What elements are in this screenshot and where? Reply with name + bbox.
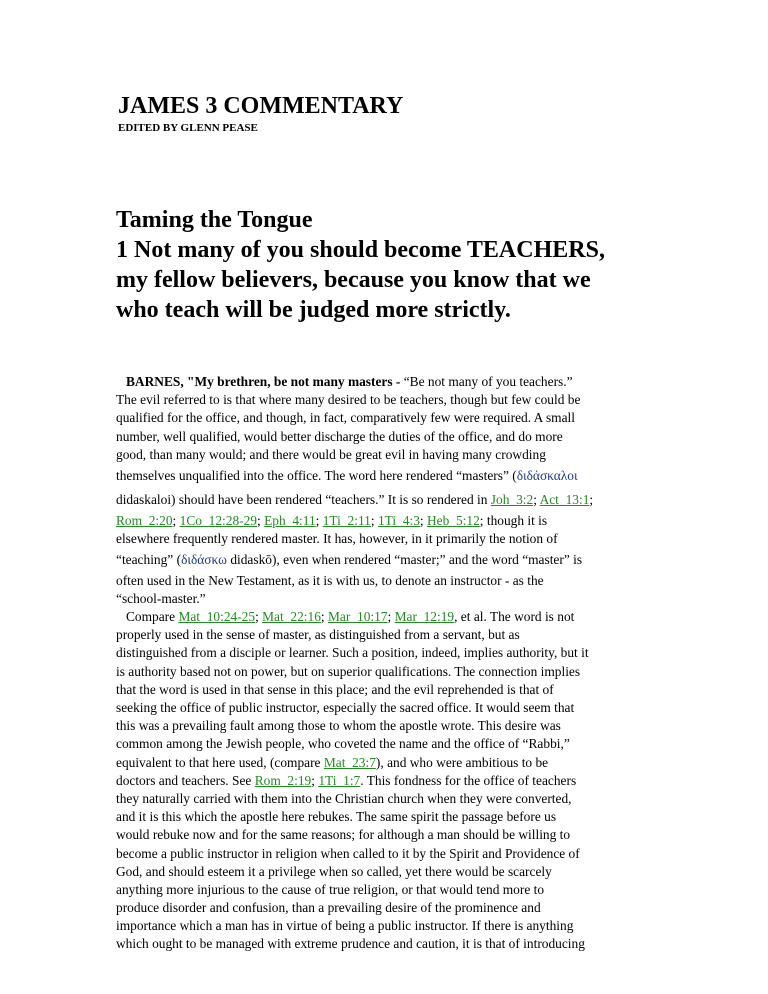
text-line: “school-master.” [116,590,206,606]
document-title: JAMES 3 COMMENTARY [118,93,404,119]
text-line: didaskaloi) should have been rendered “teachers.” It is so rendered in Joh_3:2; Act_13:1; [116,491,594,507]
text-line: common among the Jewish people, who coveted the name and the office of “Rabbi,” [116,736,570,752]
text-line: The evil referred to is that where many desired to be teachers, though but few could be [116,392,581,408]
scripture-link[interactable]: Eph_4:11 [264,512,316,528]
text-line: God, and should esteem it a privilege when so called, yet there would be scarcely [116,863,552,879]
heading-line-3: my fellow believers, because you know that we [116,267,591,293]
text-line: good, than many would; and there would be great evil in having many crowding [116,446,546,462]
barnes-lead: BARNES, "My brethren, be not many masters - [126,374,404,389]
heading-line-4: who teach will be judged more strictly. [116,297,511,323]
scripture-link[interactable]: 1Ti_2:11 [322,512,371,528]
scripture-link[interactable]: Mar_10:17 [328,609,388,625]
text-line: anything more injurious to the cause of true religion, or that would tend more to [116,881,545,897]
text-line: “teaching” (διδάσκω didaskō), even when rendered “master;” and the word “master” is [116,551,583,567]
text-line: properly used in the sense of master, as distinguished from a servant, but as [116,627,520,643]
text-line: they naturally carried with them into the Christian church when they were converted, [116,790,572,806]
scripture-link[interactable]: 1Ti_1:7 [318,772,361,788]
text-line: and it is this which the apostle here rebukes. The same spirit the passage before us [116,809,557,825]
scripture-link[interactable]: Act_13:1 [539,491,590,507]
text-line: number, well qualified, would better discharge the duties of the office, and do more [116,428,563,444]
commentary-body [116,373,656,954]
text-line: Rom_2:20; 1Co_12:28-29; Eph_4:11; 1Ti_2:11; 1Ti_4:3; Heb_5:12; though it is [116,512,548,528]
text-line: that the word is used in that sense in this place; and the evil reprehended is that of [116,681,554,697]
text-line: themselves unqualified into the office. The word here rendered “masters” (διδάσκαλοι [116,467,578,483]
scripture-link[interactable]: 1Ti_4:3 [377,512,420,528]
text-line: seeking the office of public instructor, especially the sacred office. It would seem that [116,700,575,716]
scripture-link[interactable]: Mar_12:19 [394,609,455,625]
text-line: BARNES, "My brethren, be not many masters - “Be not many of you teachers.” [126,374,573,389]
scripture-link[interactable]: 1Co_12:28-29 [179,512,257,528]
scripture-link[interactable]: Joh_3:2 [490,491,534,507]
scripture-link[interactable]: Mat_10:24-25 [178,609,256,625]
text-line: distinguished from a disciple or learner. Such a position, indeed, implies authority, but it [116,645,589,661]
text-line: produce disorder and confusion, than a prevailing desire of the prominence and [116,900,541,916]
text-line: qualified for the office, and though, in fact, comparatively few were required. A small [116,410,575,426]
document-editor: EDITED BY GLENN PEASE [118,122,258,134]
text-line: elsewhere frequently rendered master. It has, however, in it primarily the notion of [116,530,558,546]
heading-line-1: Taming the Tongue [116,207,313,233]
text-line: Compare Mat_10:24-25; Mat_22:16; Mar_10:17; Mar_12:19, et al. The word is not [126,609,575,625]
scripture-link[interactable]: Rom_2:19 [254,772,312,788]
greek-word: διδάσκαλοι [516,467,578,483]
text-line: become a public instructor in religion when called to it by the Spirit and Providence of [116,845,580,861]
text-line: is authority based not on power, but on superior qualifications. The connection implies [116,663,581,679]
scripture-link[interactable]: Mat_23:7 [323,754,376,770]
scripture-link[interactable]: Rom_2:20 [116,512,173,528]
text-line: often used in the New Testament, as it is with us, to denote an instructor - as the [116,572,544,588]
scripture-link[interactable]: Heb_5:12 [426,512,480,528]
text-line: doctors and teachers. See Rom_2:19; 1Ti_1:7. This fondness for the office of teachers [116,772,577,788]
text-line: this was a prevailing fault among those to whom the apostle wrote. This desire was [116,718,561,734]
text-line: equivalent to that here used, (compare Mat_23:7), and who were ambitious to be [116,754,549,770]
greek-word: διδάσκω [181,551,227,567]
text-line: importance which a man has in virtue of being a public instructor. If there is anything [116,918,574,934]
text-line: would rebuke now and for the same reasons; for although a man should be willing to [116,827,571,843]
heading-line-2: 1 Not many of you should become TEACHERS, [116,237,605,263]
section-heading [116,205,605,325]
text-line: which ought to be managed with extreme prudence and caution, it is that of introducing [116,936,585,952]
scripture-link[interactable]: Mat_22:16 [262,609,321,625]
